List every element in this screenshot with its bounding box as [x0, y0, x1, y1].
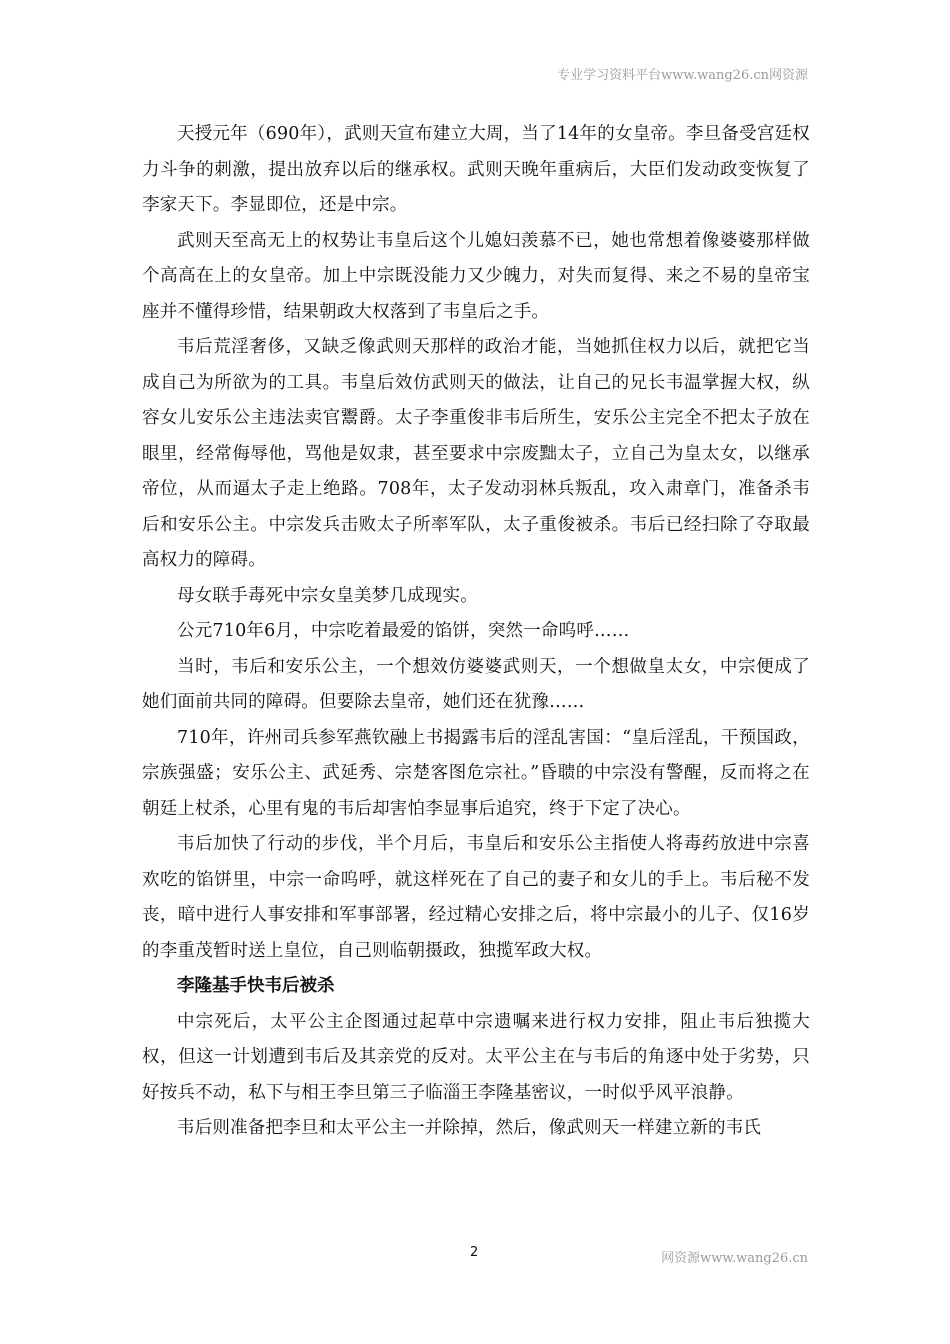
paragraph: 中宗死后，太平公主企图通过起草中宗遗嘱来进行权力安排，阻止韦后独揽大权，但这一计划遭到韦后及其亲党的反对。太平公主在与韦后的角逐中处于劣势，只好按兵不动，私下与相王李旦第三子临淄王李隆基密议，一时似乎风平浪静。 — [142, 1011, 810, 1103]
paragraph: 韦后荒淫奢侈，又缺乏像武则天那样的政治才能，当她抓住权力以后，就把它当成自己为所欲为的工具。韦皇后效仿武则天的做法，让自己的兄长韦温掌握大权，纵容女儿安乐公主违法卖官鬻爵。太子李重俊非韦后所生，安乐公主完全不把太子放在眼里，经常侮辱他，骂他是奴隶，甚至要求中宗废黜太子，立自己为皇太女，以继承帝位，从而逼太子走上绝路。708年，太子发动羽林兵叛乱，攻入肃章门，准备杀韦后和安乐公主。中宗发兵击败太子所率军队，太子重俊被杀。韦后已经扫除了夺取最高权力的障碍。 — [142, 337, 810, 570]
document-body — [142, 117, 810, 1147]
section-heading: 李隆基手快韦后被杀 — [177, 976, 335, 996]
page-header: 专业学习资料平台www.wang26.cn网资源 — [557, 68, 808, 83]
paragraph: 武则天至高无上的权势让韦皇后这个儿媳妇羡慕不已，她也常想着像婆婆那样做个高高在上的女皇帝。加上中宗既没能力又少魄力，对失而复得、来之不易的皇帝宝座并不懂得珍惜，结果朝政大权落到了韦皇后之手。 — [142, 230, 810, 322]
page-footer: 网资源www.wang26.cn — [661, 1251, 808, 1266]
paragraph: 母女联手毒死中宗女皇美梦几成现实。 — [177, 585, 478, 606]
page-number: 2 — [470, 1245, 479, 1260]
paragraph: 当时，韦后和安乐公主，一个想效仿婆婆武则天，一个想做皇太女，中宗便成了她们面前共同的障碍。但要除去皇帝，她们还在犹豫…… — [142, 656, 810, 712]
paragraph: 710年，许州司兵参军燕钦融上书揭露韦后的淫乱害国：“皇后淫乱，干预国政，宗族强盛；安乐公主、武延秀、宗楚客图危宗社。”昏聩的中宗没有警醒，反而将之在朝廷上杖杀，心里有鬼的韦后却害怕李显事后追究，终于下定了决心。 — [142, 727, 810, 819]
paragraph: 韦后加快了行动的步伐，半个月后，韦皇后和安乐公主指使人将毒药放进中宗喜欢吃的馅饼里，中宗一命呜呼，就这样死在了自己的妻子和女儿的手上。韦后秘不发丧，暗中进行人事安排和军事部署，经过精心安排之后，将中宗最小的儿子、仅16岁的李重茂暂时送上皇位，自己则临朝摄政，独揽军政大权。 — [142, 834, 810, 961]
paragraph: 天授元年（690年），武则天宣布建立大周，当了14年的女皇帝。李旦备受宫廷权力斗争的刺激，提出放弃以后的继承权。武则天晚年重病后，大臣们发动政变恢复了李家天下。李显即位，还是中宗。 — [142, 124, 810, 215]
paragraph: 公元710年6月，中宗吃着最爱的馅饼，突然一命呜呼…… — [177, 621, 630, 641]
paragraph: 韦后则准备把李旦和太平公主一并除掉，然后，像武则天一样建立新的韦氏 — [177, 1118, 762, 1138]
